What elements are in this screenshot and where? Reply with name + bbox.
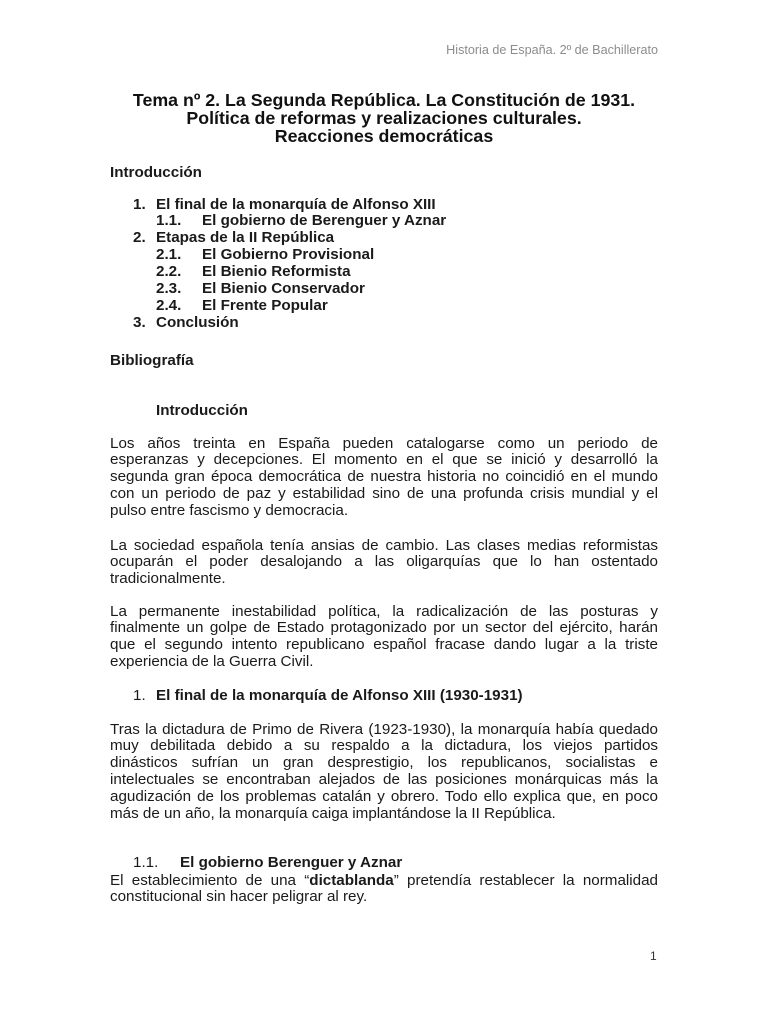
paragraph-line: más de un año, la monarquía caiga implantándose la II República. [110, 804, 556, 822]
section-paragraph [110, 722, 658, 823]
paragraph-line: que el segundo intento republicano español fracase dando lugar a la triste [110, 636, 658, 654]
introduction-paragraph [110, 604, 658, 671]
document-title [0, 91, 768, 145]
line-text: El establecimiento de una “ [110, 871, 310, 889]
paragraph-line: pulso entre fascismo y democracia. [110, 501, 349, 519]
toc-item-label: Etapas de la II República [156, 229, 335, 247]
page-number: 1 [650, 949, 657, 963]
toc-subitem [110, 298, 658, 315]
introduction-heading: Introducción [156, 401, 248, 419]
paragraph-line: intelectuales se encontraban alejados de las posiciones monárquicas más la [110, 771, 658, 789]
paragraph-line: finalmente un golpe de Estado protagonizado por un sector del ejército, harán [110, 619, 658, 637]
toc-item-number: 2.4. [156, 296, 182, 314]
line-text: ” pretendía restablecer la normalidad [393, 871, 658, 889]
toc-item [110, 315, 658, 332]
paragraph-line: constitucional sin hacer peligrar al rey. [110, 888, 368, 906]
toc-introduction: Introducción [110, 163, 202, 181]
paragraph-line: dinásticos sufrían un gran desprestigio, los republicanos, socialistas e [110, 754, 658, 772]
title-line: Tema nº 2. La Segunda República. La Constitución de 1931. [132, 90, 636, 110]
toc-item-label: El Gobierno Provisional [202, 246, 375, 264]
toc-subitem [110, 247, 658, 264]
toc-item [110, 230, 658, 247]
toc-item-label: El final de la monarquía de Alfonso XIII [156, 195, 436, 213]
toc-item-number: 1.1. [156, 212, 182, 230]
introduction-paragraph [110, 538, 658, 589]
toc-subitem [110, 213, 658, 230]
running-header: Historia de España. 2º de Bachillerato [446, 43, 658, 57]
subsection-title: El gobierno Berenguer y Aznar [180, 854, 403, 872]
toc-item-number: 3. [133, 313, 146, 331]
section-heading [110, 688, 658, 705]
toc-item-label: El Frente Popular [202, 296, 328, 314]
toc-item-label: El gobierno de Berenguer y Aznar [202, 212, 447, 230]
introduction-paragraph [110, 436, 658, 520]
toc-subitem [110, 281, 658, 298]
section-title: El final de la monarquía de Alfonso XIII (1930-1931) [156, 686, 523, 704]
paragraph-line: segunda gran época democrática de nuestra historia no coincidió en el mundo [110, 468, 658, 486]
toc-item-number: 2. [133, 229, 146, 247]
section-number: 1. [133, 686, 146, 704]
paragraph-line: ocuparán el poder desalojando a las oligarquías que lo han ostentado [110, 553, 658, 571]
title-line: Política de reformas y realizaciones culturales. [186, 108, 582, 128]
toc-item-label: El Bienio Reformista [202, 262, 351, 280]
paragraph-line: agudización de los problemas catalán y obrero. Todo ello explica que, en poco [110, 787, 658, 805]
title-line: Reacciones democráticas [274, 126, 494, 146]
paragraph-line: La sociedad española tenía ansias de cambio. Las clases medias reformistas [110, 536, 658, 554]
paragraph-line: muy debilitada debido a su respaldo a la dictadura, los viejos partidos [110, 737, 658, 755]
paragraph-line: esperanzas y decepciones. El momento en el que se inició y desarrolló la [110, 451, 658, 469]
paragraph-line: con un periodo de paz y estabilidad sino de una profunda crisis mundial y el [110, 485, 658, 503]
toc-item-label: Conclusión [156, 313, 239, 331]
toc-item-number: 2.1. [156, 246, 182, 264]
subsection-number: 1.1. [133, 854, 159, 872]
toc-bibliography: Bibliografía [110, 351, 194, 369]
toc-item-number: 2.2. [156, 262, 182, 280]
paragraph-line: Tras la dictadura de Primo de Rivera (1923-1930), la monarquía había quedado [110, 720, 658, 738]
subsection-paragraph [110, 873, 658, 907]
toc-item-number: 2.3. [156, 279, 182, 297]
paragraph-line: experiencia de la Guerra Civil. [110, 653, 314, 671]
toc-item [110, 197, 658, 214]
table-of-contents [110, 197, 658, 332]
subsection-heading [110, 855, 658, 872]
paragraph-line: Los años treinta en España pueden catalogarse como un periodo de [110, 434, 658, 452]
emphasized-term: dictablanda [309, 871, 394, 889]
paragraph-line: La permanente inestabilidad política, la radicalización de las posturas y [110, 602, 658, 620]
toc-item-label: El Bienio Conservador [202, 279, 365, 297]
toc-subitem [110, 264, 658, 281]
paragraph-line: tradicionalmente. [110, 570, 226, 588]
paragraph-line [110, 873, 658, 890]
toc-item-number: 1. [133, 195, 146, 213]
